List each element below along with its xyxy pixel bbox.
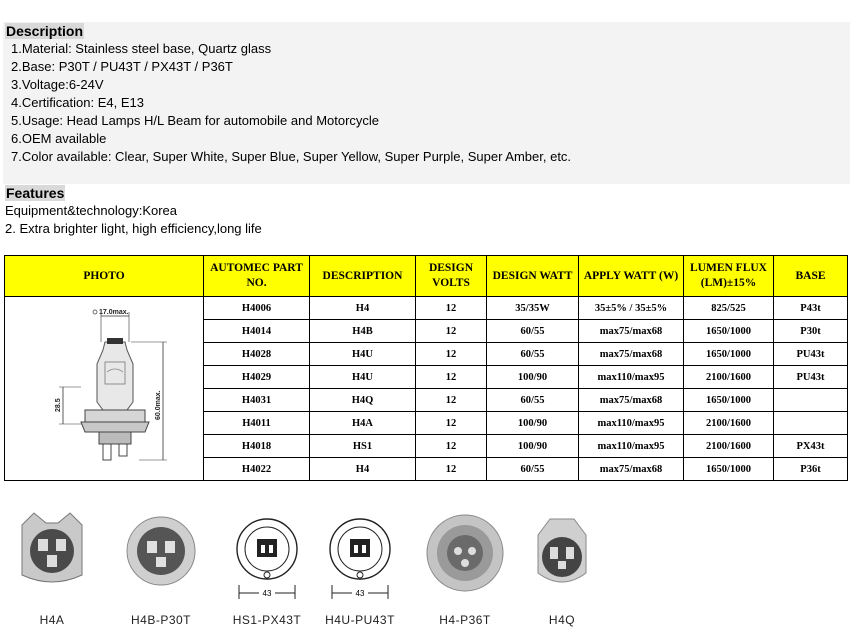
header-part: AUTOMEC PART NO. [204,256,310,297]
bulb-hs1-diagram [226,505,308,605]
features-line-2: 2. Extra brighter light, high efficiency,long life [5,221,262,236]
cell-apply: max110/max95 [579,412,684,435]
cell-apply: max110/max95 [579,366,684,389]
table-row [5,297,848,320]
drawing-height-label: 60.0max. [155,390,162,420]
cell-watt: 100/90 [487,366,579,389]
cell-desc: HS1 [310,435,416,458]
cell-base: P30t [774,320,848,343]
description-line-1: 1.Material: Stainless steel base, Quartz glass [11,41,272,56]
cell-watt: 60/55 [487,458,579,481]
description-line-5: 5.Usage: Head Lamps H/L Beam for automobile and Motorcycle [11,113,380,128]
cell-desc: H4Q [310,389,416,412]
header-apply: APPLY WATT (W) [579,256,684,297]
cell-apply: max75/max68 [579,320,684,343]
header-base: BASE [774,256,848,297]
photo-cell [5,297,204,481]
description-line-6: 6.OEM available [11,131,107,146]
bulb-label: H4A [39,613,65,627]
cell-part: H4022 [204,458,310,481]
cell-watt: 100/90 [487,412,579,435]
bulb-dimension-label: 43 [355,589,365,598]
cell-volts: 12 [416,366,487,389]
bulb-h4-p36t-image [422,505,508,605]
drawing-diameter-label: 17.0max. [99,309,129,316]
bulb-photo [226,505,308,635]
bulb-label: H4Q [548,613,576,627]
cell-volts: 12 [416,412,487,435]
cell-apply: max110/max95 [579,435,684,458]
bulb-label: H4-P36T [439,613,491,627]
cell-base [774,412,848,435]
bulb-label: H4B-P30T [130,613,192,627]
features-line-1: Equipment&technology:Korea [5,203,178,218]
cell-watt: 100/90 [487,435,579,458]
cell-volts: 12 [416,435,487,458]
cell-lumen: 2100/1600 [684,412,774,435]
header-description: DESCRIPTION [310,256,416,297]
cell-part: H4011 [204,412,310,435]
header-watt: DESIGN WATT [487,256,579,297]
description-section [3,22,850,184]
cell-watt: 60/55 [487,389,579,412]
cell-part: H4014 [204,320,310,343]
cell-apply: max75/max68 [579,389,684,412]
cell-lumen: 1650/1000 [684,458,774,481]
cell-desc: H4 [310,458,416,481]
bulb-photo [320,505,400,635]
bulb-photo [118,505,204,635]
description-line-3: 3.Voltage:6-24V [11,77,104,92]
cell-desc: H4U [310,343,416,366]
cell-lumen: 2100/1600 [684,435,774,458]
bulb-label: HS1-PX43T [232,613,302,627]
cell-part: H4006 [204,297,310,320]
cell-volts: 12 [416,320,487,343]
features-section [3,184,850,239]
description-line-7: 7.Color available: Clear, Super White, Super Blue, Super Yellow, Super Purple, Super Amber, etc. [11,149,572,164]
bulb-h4b-image [118,505,204,605]
header-volts: DESIGN VOLTS [416,256,487,297]
cell-lumen: 1650/1000 [684,320,774,343]
cell-base: PU43t [774,343,848,366]
header-lumen: LUMEN FLUX (LM)±15% [684,256,774,297]
cell-desc: H4U [310,366,416,389]
bulb-dimension-label: 43 [262,589,272,598]
description-heading: Description [6,23,84,39]
bulb-h4q-image [522,505,602,605]
cell-apply: max75/max68 [579,343,684,366]
bulb-label: H4U-PU43T [325,613,395,627]
cell-volts: 12 [416,343,487,366]
cell-base [774,389,848,412]
cell-desc: H4A [310,412,416,435]
cell-desc: H4 [310,297,416,320]
table-header-row [5,256,848,297]
description-line-2: 2.Base: P30T / PU43T / PX43T / P36T [11,59,233,74]
drawing-offset-label: 28.5 [55,398,62,412]
cell-base: PX43t [774,435,848,458]
bulb-photo [522,505,602,635]
bulb-h4u-diagram [320,505,400,605]
bulb-photo [422,505,508,635]
cell-part: H4028 [204,343,310,366]
cell-watt: 60/55 [487,343,579,366]
cell-apply: max75/max68 [579,458,684,481]
cell-lumen: 825/525 [684,297,774,320]
spec-table [4,255,848,481]
header-photo: PHOTO [5,256,204,297]
bulb-h4a-image [12,505,92,605]
description-line-4: 4.Certification: E4, E13 [11,95,144,110]
bulb-technical-drawing [19,302,189,472]
cell-apply: 35±5% / 35±5% [579,297,684,320]
cell-part: H4031 [204,389,310,412]
cell-volts: 12 [416,458,487,481]
cell-watt: 60/55 [487,320,579,343]
cell-volts: 12 [416,389,487,412]
cell-part: H4029 [204,366,310,389]
cell-lumen: 2100/1600 [684,366,774,389]
cell-base: PU43t [774,366,848,389]
cell-base: P43t [774,297,848,320]
cell-volts: 12 [416,297,487,320]
features-heading: Features [6,185,65,201]
cell-lumen: 1650/1000 [684,343,774,366]
bulb-photo [12,505,92,635]
cell-lumen: 1650/1000 [684,389,774,412]
cell-part: H4018 [204,435,310,458]
cell-watt: 35/35W [487,297,579,320]
cell-desc: H4B [310,320,416,343]
cell-base: P36t [774,458,848,481]
